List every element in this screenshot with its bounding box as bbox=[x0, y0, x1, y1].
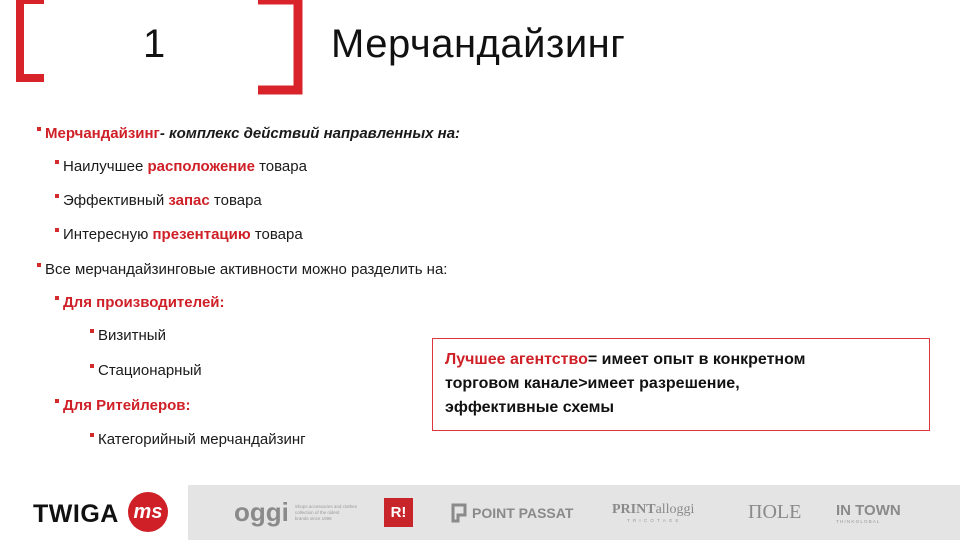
list-item: Эффективный запас товара bbox=[55, 192, 262, 210]
oggi-logo: oggi Shops accessories and clothes collection of the oldest brands since 1996 bbox=[234, 497, 357, 527]
ms-logo: ms bbox=[128, 492, 168, 532]
callout-line-3: эффективные схемы bbox=[445, 399, 615, 416]
bullet-square-icon bbox=[55, 296, 59, 300]
ole-logo: ΠOLE bbox=[748, 501, 802, 523]
bullet-square-icon bbox=[90, 364, 94, 368]
group-label-retailers: Для Ритейлеров: bbox=[55, 397, 191, 415]
bullet-definition bbox=[37, 125, 460, 143]
bullet-square-icon bbox=[55, 228, 59, 232]
callout-line-1: Лучшее агентство= имеет опыт в конкретном bbox=[445, 351, 806, 368]
list-item: Визитный bbox=[90, 327, 166, 345]
bullet-square-icon bbox=[90, 433, 94, 437]
bullet-square-icon bbox=[55, 160, 59, 164]
list-item: Наилучшее расположение товара bbox=[55, 158, 307, 176]
slide-title: Мерчандайзинг bbox=[331, 22, 626, 66]
point-passat-logo: POINT PASSAT bbox=[450, 485, 573, 540]
r-logo: R! bbox=[384, 485, 413, 540]
callout-box bbox=[432, 338, 930, 431]
bullet-square-icon bbox=[37, 127, 41, 131]
term-highlight: Мерчандайзинг bbox=[45, 125, 160, 142]
point-passat-icon bbox=[450, 503, 468, 523]
bullet-square-icon bbox=[55, 399, 59, 403]
left-bracket-graphic bbox=[10, 0, 48, 82]
intown-logo: IN TOWN T H I N K G L O B A L bbox=[836, 501, 901, 524]
bullet-square-icon bbox=[55, 194, 59, 198]
right-bracket-graphic bbox=[256, 0, 304, 98]
twiga-logo: TWIGA bbox=[33, 500, 119, 528]
printalloggi-logo: PRINTalloggi T R I C O T A G E bbox=[612, 502, 695, 523]
bullet-square-icon bbox=[90, 329, 94, 333]
footer-brand-area bbox=[0, 485, 188, 540]
list-item: Интересную презентацию товара bbox=[55, 226, 303, 244]
definition-text: - комплекс действий направленных на: bbox=[159, 125, 461, 142]
bullet-square-icon bbox=[37, 263, 41, 267]
list-item: Категорийный мерчандайзинг bbox=[90, 431, 306, 449]
callout-line-2: торговом канале>имеет разрешение, bbox=[445, 375, 740, 392]
group-label-producers: Для производителей: bbox=[55, 294, 225, 312]
list-item: Стационарный bbox=[90, 362, 202, 380]
bullet-activities: Все мерчандайзинговые активности можно разделить на: bbox=[37, 261, 447, 279]
footer-partner-logos bbox=[188, 485, 960, 540]
slide-number: 1 bbox=[143, 22, 166, 66]
